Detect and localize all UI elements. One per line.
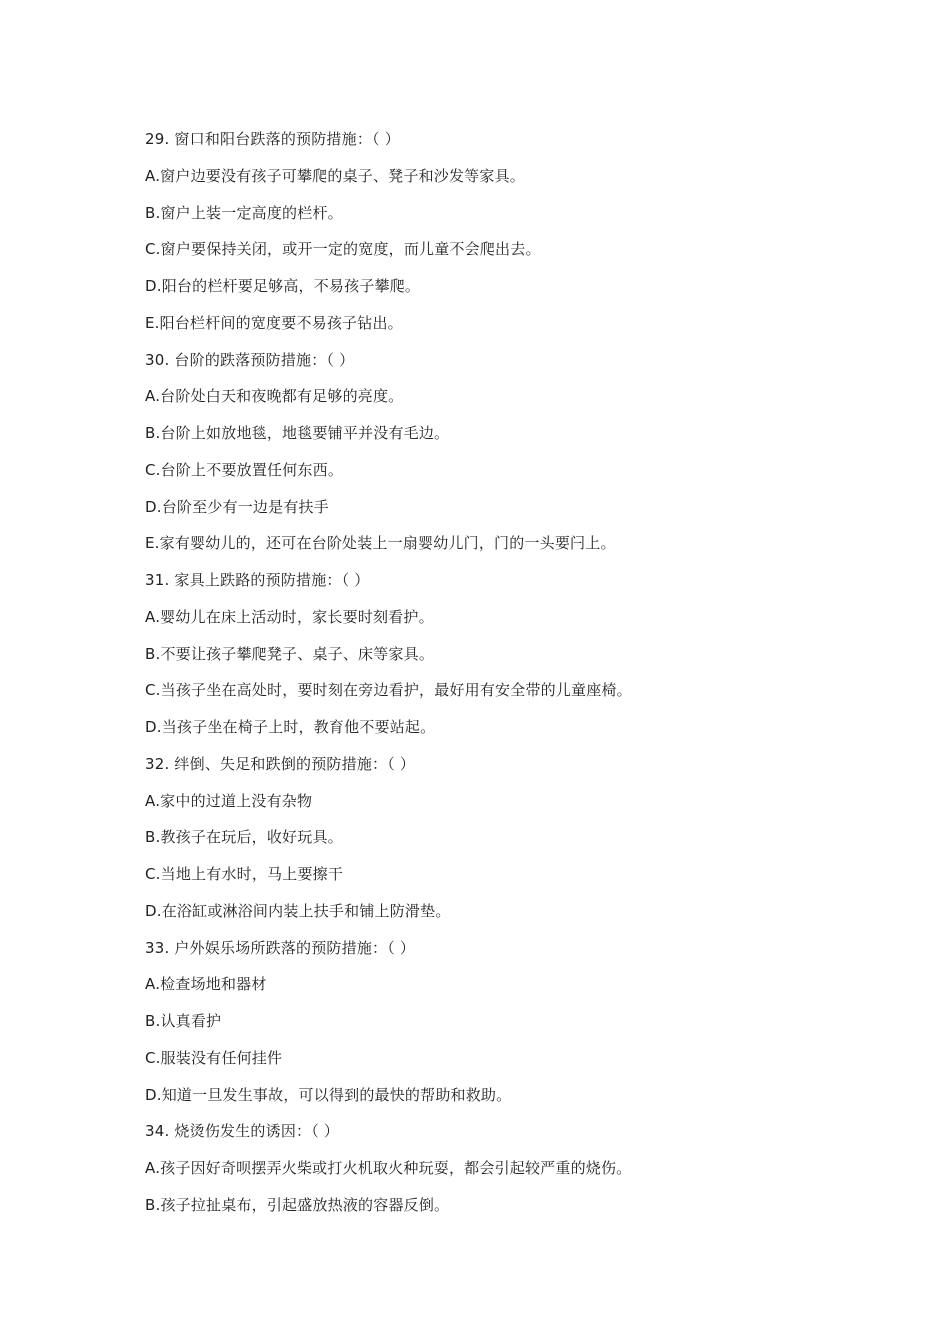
question-30-option-d: D.台阶至少有一边是有扶手	[145, 497, 329, 516]
question-31-option-b: B.不要让孩子攀爬凳子、桌子、床等家具。	[145, 644, 435, 663]
question-29-option-d: D.阳台的栏杆要足够高，不易孩子攀爬。	[145, 277, 421, 295]
question-32-option-a: A.家中的过道上没有杂物	[145, 791, 313, 810]
question-29-option-e: E.阳台栏杆间的宽度要不易孩子钻出。	[145, 313, 403, 332]
question-33-title: 33. 户外娱乐场所跌落的预防措施：（ ）	[145, 938, 416, 957]
question-list	[145, 126, 845, 1229]
question-34-option-a: A.孩子因好奇呗摆弄火柴或打火机取火种玩耍，都会引起较严重的烧伤。	[145, 1159, 632, 1177]
question-29-option-c: C.窗户要保持关闭，或开一定的宽度，而儿童不会爬出去。	[145, 240, 541, 259]
question-29-option-a: A.窗户边要没有孩子可攀爬的桌子、凳子和沙发等家具。	[145, 166, 525, 185]
question-32-option-d: D.在浴缸或淋浴间内装上扶手和铺上防滑垫。	[145, 901, 451, 920]
question-32-option-c: C.当地上有水时，马上要擦干	[145, 865, 344, 883]
question-33-option-a: A.检查场地和器材	[145, 975, 267, 994]
question-32-title: 32. 绊倒、失足和跌倒的预防措施：（ ）	[145, 754, 416, 773]
question-31-option-d: D.当孩子坐在椅子上时，教育他不要站起。	[145, 718, 436, 736]
question-33-option-b: B.认真看护	[145, 1012, 222, 1030]
question-30-option-b: B.台阶上如放地毯，地毯要铺平并没有毛边。	[145, 424, 450, 442]
question-32-option-b: B.教孩子在玩后，收好玩具。	[145, 828, 343, 847]
question-33-option-d: D.知道一旦发生事故，可以得到的最快的帮助和救助。	[145, 1085, 512, 1104]
question-29-title: 29. 窗口和阳台跌落的预防措施：（ ）	[145, 130, 400, 148]
question-30-option-a: A.台阶处白天和夜晚都有足够的亮度。	[145, 387, 404, 406]
question-31-title: 31. 家具上跌路的预防措施：（ ）	[145, 571, 370, 589]
question-30-option-c: C.台阶上不要放置任何东西。	[145, 460, 344, 479]
question-31-option-c: C.当孩子坐在高处时，要时刻在旁边看护，最好用有安全带的儿童座椅。	[145, 681, 632, 700]
question-30-option-e: E.家有婴幼儿的，还可在台阶处装上一扇婴幼儿门，门的一头要闩上。	[145, 534, 616, 553]
question-33-option-c: C.服装没有任何挂件	[145, 1048, 283, 1067]
question-29-option-b: B.窗户上装一定高度的栏杆。	[145, 203, 343, 222]
question-34-option-b: B.孩子拉扯桌布，引起盛放热液的容器反倒。	[145, 1195, 450, 1214]
question-34-title: 34. 烧烫伤发生的诱因：（ ）	[145, 1122, 340, 1141]
question-30-title: 30. 台阶的跌落预防措施：（ ）	[145, 350, 355, 369]
question-31-option-a: A.婴幼儿在床上活动时，家长要时刻看护。	[145, 607, 434, 626]
